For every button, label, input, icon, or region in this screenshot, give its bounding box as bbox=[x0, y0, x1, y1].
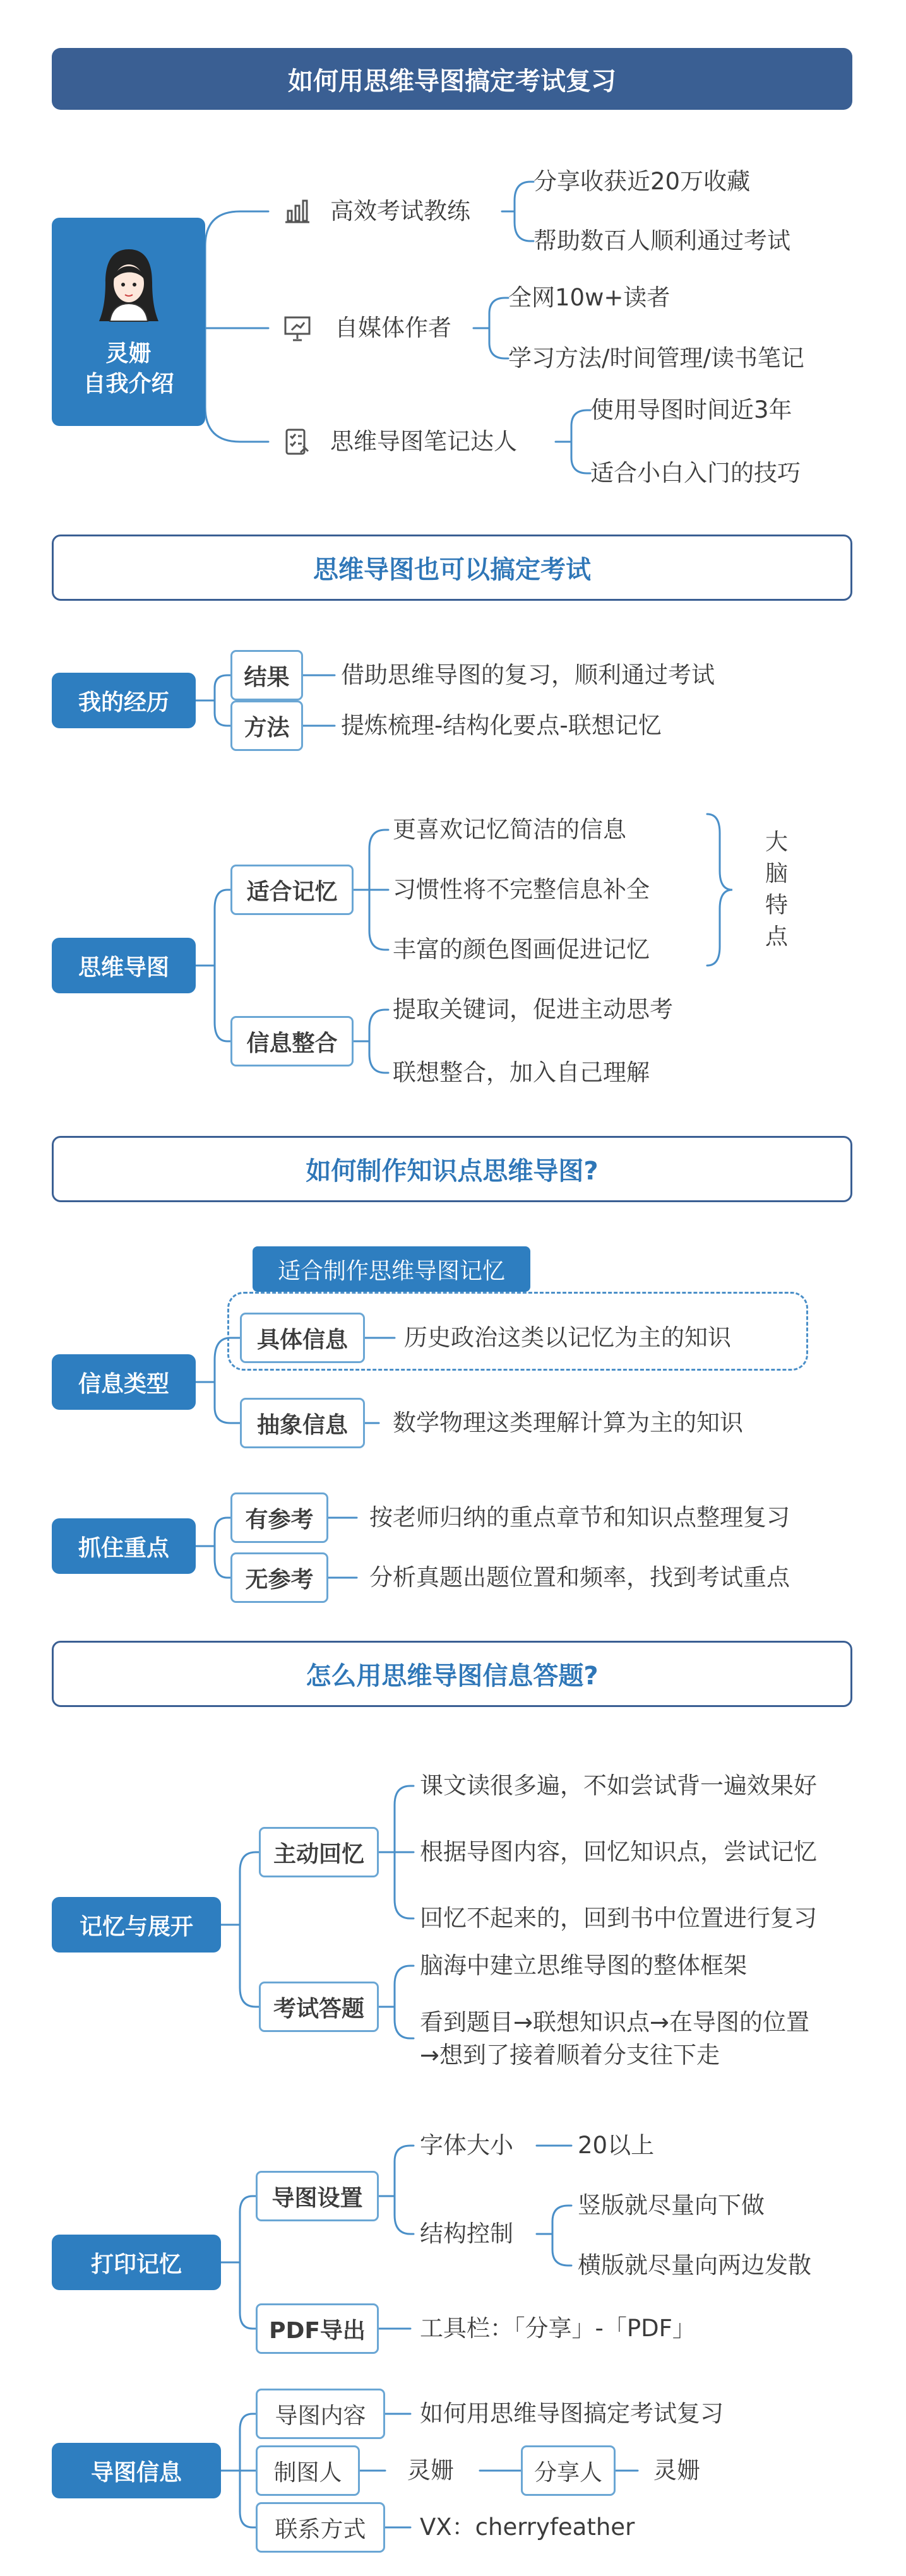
contact-value: VX：cherryfeather bbox=[420, 2514, 635, 2541]
info-type-root-node[interactable]: 信息类型 bbox=[52, 1354, 196, 1410]
concrete-info-text: 历史政治这类以记忆为主的知识 bbox=[404, 1324, 731, 1351]
print-root-node[interactable]: 打印记忆 bbox=[52, 2235, 221, 2290]
method-text: 提炼梳理-结构化要点-联想记忆 bbox=[341, 712, 662, 739]
abstract-info-node[interactable]: 抽象信息 bbox=[240, 1398, 365, 1448]
method-node[interactable]: 方法 bbox=[230, 700, 303, 751]
map-info-root-node[interactable]: 导图信息 bbox=[52, 2443, 221, 2498]
memory-node[interactable]: 适合记忆 bbox=[230, 865, 354, 915]
structure-item-vertical: 竖版就尽量向下做 bbox=[578, 2192, 765, 2219]
exam-answer-item-2-line1: 看到题目→联想知识点→在导图的位置 bbox=[420, 2009, 810, 2036]
intro-root-node[interactable] bbox=[52, 218, 205, 426]
integrate-item-1: 提取关键词，促进主动思考 bbox=[393, 996, 673, 1023]
checklist-icon bbox=[283, 427, 312, 456]
active-recall-item-1: 课文读很多遍，不如尝试背一遍效果好 bbox=[420, 1772, 817, 1799]
exam-answer-item-2-line2: →想到了接着顺着分支往下走 bbox=[420, 2041, 720, 2069]
main-title: 如何用思维导图搞定考试复习 bbox=[52, 48, 852, 110]
experience-root-node[interactable]: 我的经历 bbox=[52, 673, 196, 728]
exam-answer-item-1: 脑海中建立思维导图的整体框架 bbox=[420, 1952, 747, 1979]
intro-coach-item-2: 帮助数百人顺利通过考试 bbox=[533, 227, 790, 254]
section2-title: 如何制作知识点思维导图? bbox=[52, 1136, 852, 1202]
active-recall-node[interactable]: 主动回忆 bbox=[259, 1827, 379, 1877]
with-reference-text: 按老师归纳的重点章节和知识点整理复习 bbox=[369, 1504, 790, 1531]
active-recall-item-2: 根据导图内容，回忆知识点，尝试记忆 bbox=[420, 1838, 817, 1865]
memory-item-1: 更喜欢记忆简洁的信息 bbox=[393, 816, 626, 843]
avatar-icon bbox=[94, 244, 164, 333]
abstract-info-text: 数学物理这类理解计算为主的知识 bbox=[393, 1409, 743, 1436]
map-content-node[interactable]: 导图内容 bbox=[256, 2389, 385, 2439]
map-content-value: 如何用思维导图搞定考试复习 bbox=[420, 2400, 724, 2427]
result-node[interactable]: 结果 bbox=[230, 650, 303, 700]
maker-value: 灵姗 bbox=[407, 2457, 454, 2484]
focus-root-node[interactable]: 抓住重点 bbox=[52, 1518, 196, 1574]
pdf-export-node[interactable]: PDF导出 bbox=[256, 2303, 379, 2354]
font-size-label: 字体大小 bbox=[420, 2132, 513, 2159]
structure-item-horizontal: 横版就尽量向两边发散 bbox=[578, 2252, 811, 2279]
sharer-node[interactable]: 分享人 bbox=[521, 2445, 616, 2496]
brain-feature-label: 大脑特点 bbox=[765, 829, 788, 950]
memory-item-3: 丰富的颜色图画促进记忆 bbox=[393, 936, 650, 963]
sharer-value: 灵姗 bbox=[653, 2457, 700, 2484]
integrate-item-2: 联想整合，加入自己理解 bbox=[393, 1059, 650, 1086]
bar-chart-icon bbox=[283, 196, 312, 225]
active-recall-item-3: 回忆不起来的，回到书中位置进行复习 bbox=[420, 1905, 817, 1932]
exam-answer-node[interactable]: 考试答题 bbox=[259, 1982, 379, 2032]
intro-author-item-1: 全网10w+读者 bbox=[508, 284, 671, 311]
intro-branch-coach[interactable]: 高效考试教练 bbox=[330, 198, 470, 225]
recall-root-node[interactable]: 记忆与展开 bbox=[52, 1897, 221, 1953]
concrete-info-node[interactable]: 具体信息 bbox=[240, 1313, 365, 1363]
result-text: 借助思维导图的复习，顺利通过考试 bbox=[341, 661, 715, 688]
integrate-node[interactable]: 信息整合 bbox=[230, 1016, 354, 1066]
section1-title: 思维导图也可以搞定考试 bbox=[52, 535, 852, 601]
intro-author-item-2: 学习方法/时间管理/读书笔记 bbox=[508, 345, 804, 372]
intro-root-name: 灵姗 bbox=[105, 341, 152, 367]
intro-branch-expert[interactable]: 思维导图笔记达人 bbox=[330, 428, 517, 455]
font-size-value: 20以上 bbox=[578, 2132, 655, 2159]
memory-item-2: 习惯性将不完整信息补全 bbox=[393, 876, 650, 903]
maker-node[interactable]: 制图人 bbox=[256, 2445, 360, 2496]
contact-node[interactable]: 联系方式 bbox=[256, 2502, 385, 2553]
pdf-export-text: 工具栏：「分享」-「PDF」 bbox=[420, 2315, 696, 2342]
presentation-icon bbox=[283, 314, 312, 343]
with-reference-node[interactable]: 有参考 bbox=[230, 1492, 328, 1543]
intro-expert-item-1: 使用导图时间近3年 bbox=[590, 396, 792, 423]
suitable-tag: 适合制作思维导图记忆 bbox=[253, 1246, 530, 1292]
intro-branch-author[interactable]: 自媒体作者 bbox=[335, 314, 451, 341]
without-reference-text: 分析真题出题位置和频率，找到考试重点 bbox=[369, 1564, 790, 1591]
section3-title: 怎么用思维导图信息答题? bbox=[52, 1641, 852, 1707]
intro-root-subtitle: 自我介绍 bbox=[83, 371, 174, 397]
intro-expert-item-2: 适合小白入门的技巧 bbox=[590, 459, 801, 487]
structure-label: 结构控制 bbox=[420, 2220, 513, 2247]
mindmap-root-node[interactable]: 思维导图 bbox=[52, 938, 196, 993]
intro-coach-item-1: 分享收获近20万收藏 bbox=[533, 168, 751, 195]
without-reference-node[interactable]: 无参考 bbox=[230, 1552, 328, 1603]
map-settings-node[interactable]: 导图设置 bbox=[256, 2171, 379, 2221]
